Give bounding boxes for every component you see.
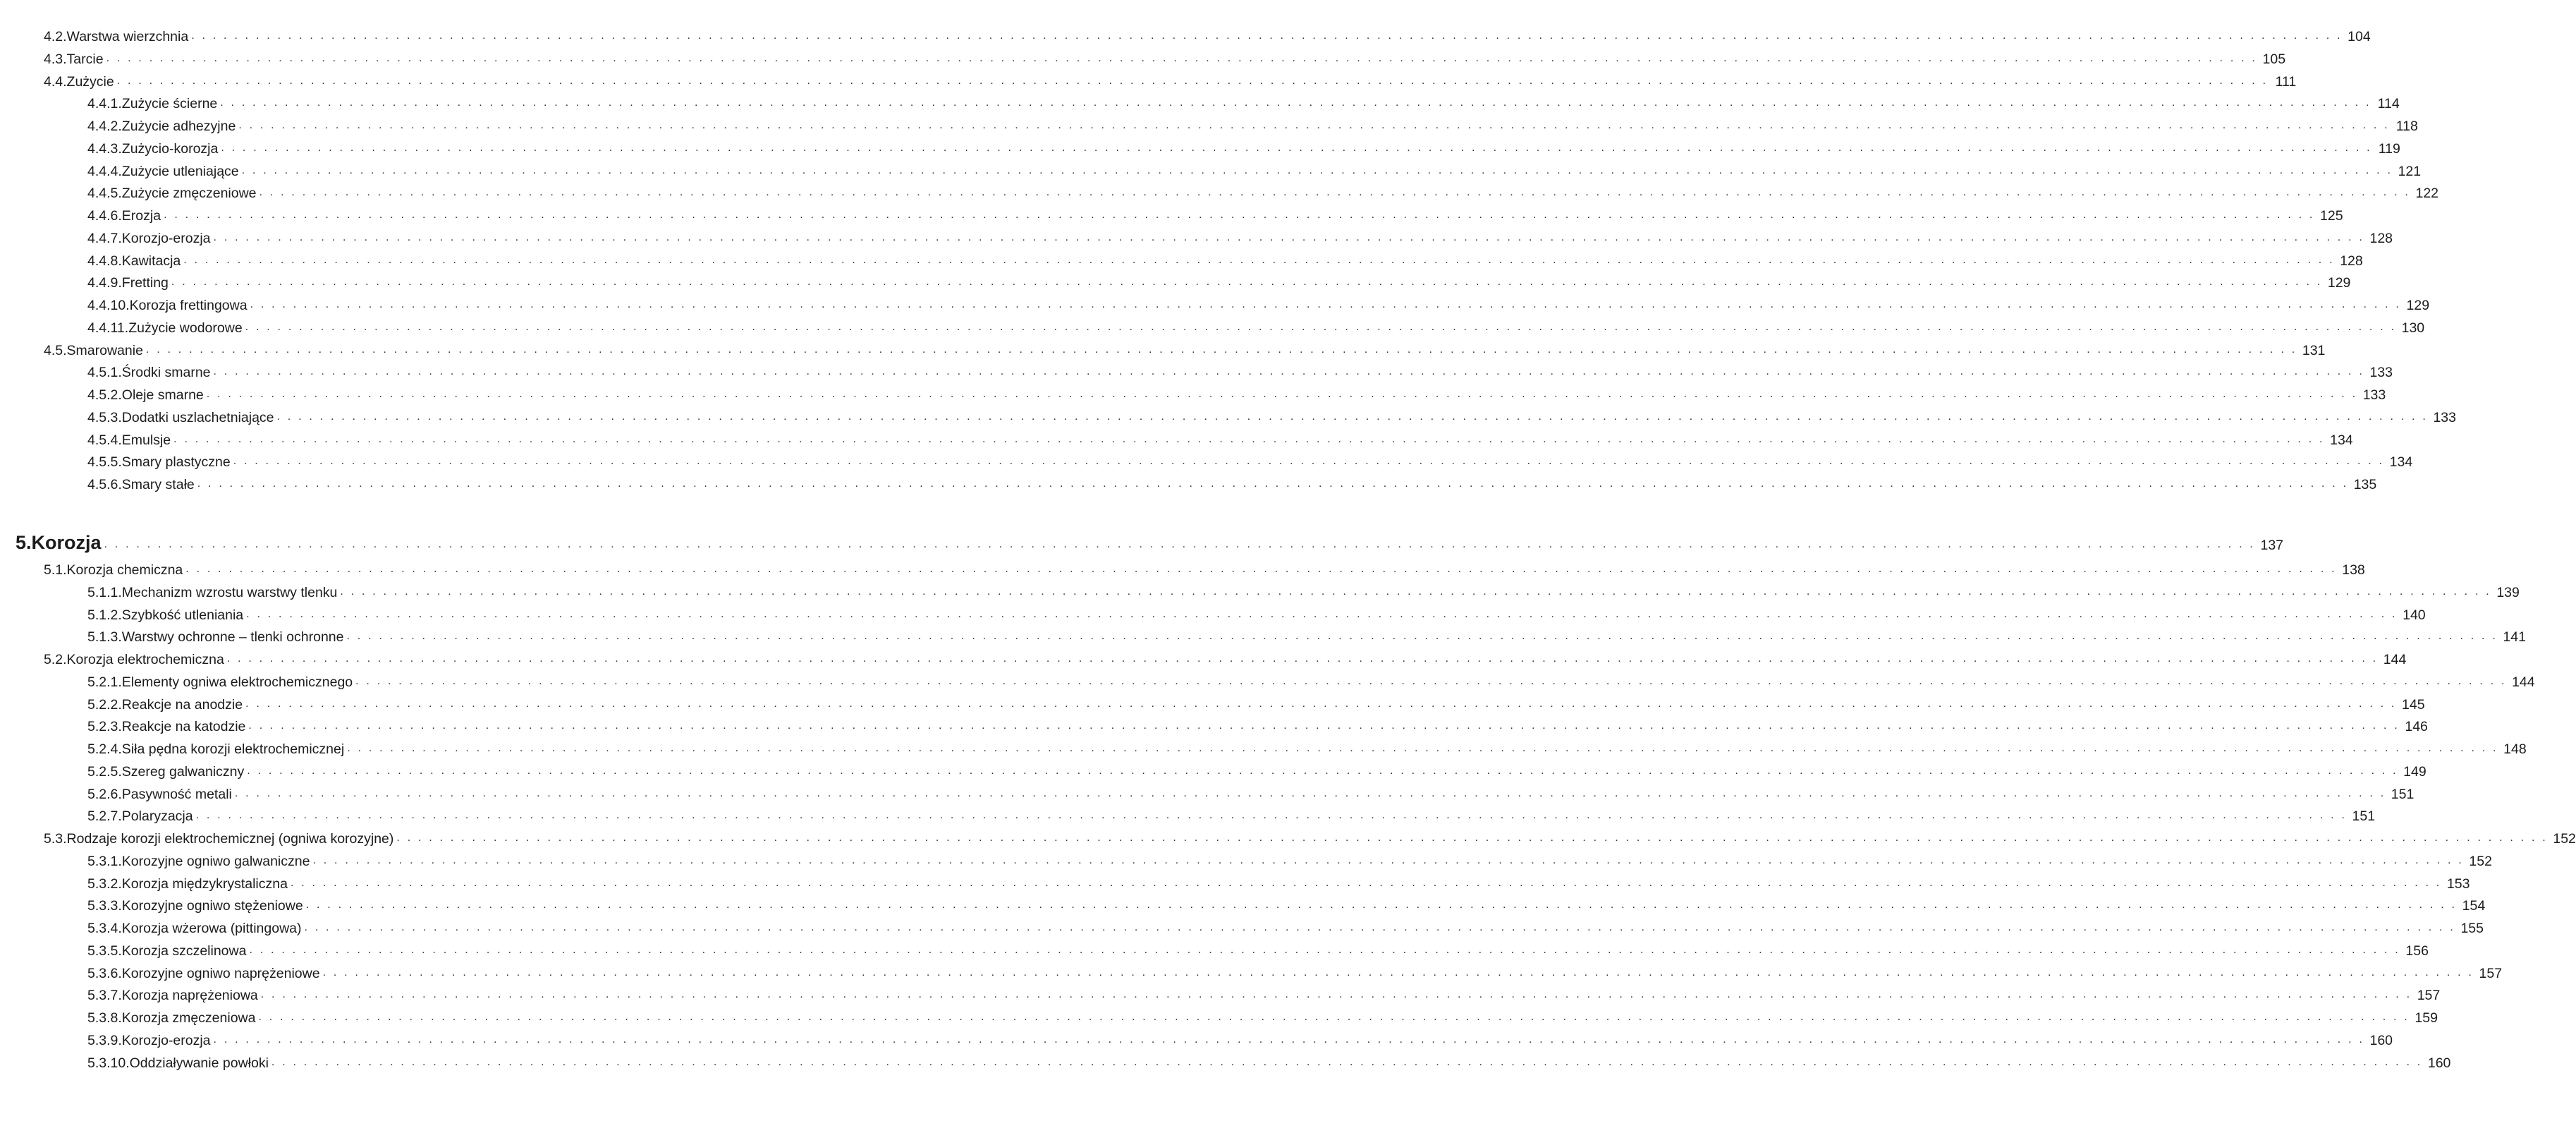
entry-number: 5.2.5. [87,763,122,780]
entry-number: 5.3.3. [87,898,122,914]
entry-page-number: 134 [2389,454,2413,471]
entry-number: 4.4.2. [87,119,122,134]
toc-subsection-entry[interactable] [87,181,2439,202]
entry-page-number: 146 [2405,719,2428,735]
toc-section-entry[interactable] [44,24,2371,45]
entry-title: Reakcje na anodzie [121,696,243,713]
entry-title: Zużycie ścierne [121,96,218,112]
toc-subsection-entry[interactable] [87,670,2535,691]
entry-title: Pasywność metali [121,786,232,802]
entry-number: 4.4.11. [87,320,129,336]
entry-title: Rodzaje korozji elektrochemicznej (ogniwa korozyjne) [66,831,394,847]
dot-leader: . . . . . . . . . . . . . . . . . . . . . . . . . . . . . . . . . . . . . . . . . . . . . . . . . . . . . . . . . . . . . . . . . . . . . . . . . . . . . . . . . . . . . . . . . . . . . . . . . . . . . . . . . . . . . . . . . . . . . . . . . . . . . . . . . . . . . . . . . . . . . . . . . . . . . . . . . . . . . . . . . . . . . . . . . . . . . . . . . . . . . . . . . . . . . . . . . . . . . . . . [197,478,2349,490]
toc-subsection-entry[interactable] [87,714,2428,735]
toc-subsection-entry[interactable] [87,91,2400,112]
entry-number: 5.3.8. [87,1010,122,1026]
entry-title: Zużycie adhezyjne [121,119,236,134]
entry-number: 5.3.9. [87,1032,122,1048]
dot-leader: . . . . . . . . . . . . . . . . . . . . . . . . . . . . . . . . . . . . . . . . . . . . . . . . . . . . . . . . . . . . . . . . . . . . . . . . . . . . . . . . . . . . . . . . . . . . . . . . . . . . . . . . . . . . . . . . . . . . . . . . . . . . . . . . . . . . . . . . . . . . . . . . . . . . . . . . . . . . . . . . . . . . . . . . . . . . . . . . . . . . . . . . . . . . . . . . . . . . . . . . [238,119,2390,131]
entry-page-number: 119 [2378,140,2400,157]
toc-subsection-entry[interactable] [87,938,2429,959]
entry-number: 4.4.7. [87,230,122,246]
entry-title: Zużycio-korozja [121,140,219,157]
toc-subsection-entry[interactable] [87,893,2486,914]
entry-page-number: 153 [2446,876,2470,892]
entry-page-number: 122 [2415,186,2439,202]
entry-number: 5.1.3. [87,629,122,646]
entry-number: 5.1.1. [87,584,122,600]
entry-title: Korozja szczelinowa [121,943,247,959]
dot-leader: . . . . . . . . . . . . . . . . . . . . . . . . . . . . . . . . . . . . . . . . . . . . . . . . . . . . . . . . . . . . . . . . . . . . . . . . . . . . . . . . . . . . . . . . . . . . . . . . . . . . . . . . . . . . . . . . . . . . . . . . . . . . . . . . . . . . . . . . . . . . . . . . . . . . . . . . . . . . . . . . . . . . . . . . . . . . . . . . . . . . . . . . . . . . . . . . . . . . . . . . [206,388,2358,400]
entry-number: 4.5.3. [87,409,122,425]
dot-leader: . . . . . . . . . . . . . . . . . . . . . . . . . . . . . . . . . . . . . . . . . . . . . . . . . . . . . . . . . . . . . . . . . . . . . . . . . . . . . . . . . . . . . . . . . . . . . . . . . . . . . . . . . . . . . . . . . . . . . . . . . . . . . . . . . . . . . . . . . . . . . . . . . . . . . . . . . . . . . . . . . . . . . . . . . . . . . . . . . . . . . . . . . . . . . . . . . . . . . . . . [213,231,2365,243]
toc-subsection-entry[interactable] [87,428,2353,449]
entry-title: Reakcje na katodzie [121,719,246,735]
entry-page-number: 152 [2469,853,2492,869]
entry-title: Szereg galwaniczny [121,763,245,780]
entry-page-number: 152 [2553,831,2576,847]
entry-number: 5.2.6. [87,786,122,802]
toc-subsection-entry[interactable] [87,382,2386,404]
entry-title: Warstwa wierzchnia [66,29,189,44]
entry-page-number: 160 [2369,1032,2393,1048]
entry-page-number: 133 [2433,409,2456,425]
entry-number: 5.3.2. [87,876,122,892]
entry-title: Kawitacja [121,253,181,269]
entry-page-number: 111 [2275,73,2297,90]
entry-number: 5.2.7. [87,808,122,825]
entry-page-number: 139 [2496,584,2520,600]
entry-number: 4.4.1. [87,96,122,112]
entry-page-number: 144 [2383,652,2407,667]
entry-page-number: 118 [2395,119,2418,134]
entry-page-number: 138 [2342,562,2365,578]
entry-page-number: 155 [2460,921,2484,936]
dot-leader: . . . . . . . . . . . . . . . . . . . . . . . . . . . . . . . . . . . . . . . . . . . . . . . . . . . . . . . . . . . . . . . . . . . . . . . . . . . . . . . . . . . . . . . . . . . . . . . . . . . . . . . . . . . . . . . . . . . . . . . . . . . . . . . . . . . . . . . . . . . . . . . . . . . . . . . . . . . . . . . . . . . . . . . . . . . . . . . . . . . . . . . . . . . . . . . . . . . . . . . . [213,1033,2365,1046]
dot-leader: . . . . . . . . . . . . . . . . . . . . . . . . . . . . . . . . . . . . . . . . . . . . . . . . . . . . . . . . . . . . . . . . . . . . . . . . . . . . . . . . . . . . . . . . . . . . . . . . . . . . . . . . . . . . . . . . . . . . . . . . . . . . . . . . . . . . . . . . . . . . . . . . . . . . . . . . . . . . . . . . . . . . . . . . . . . . . . . . . . . . . . . . . . . . . . . . . . . . . . . . [305,899,2458,911]
dot-leader: . . . . . . . . . . . . . . . . . . . . . . . . . . . . . . . . . . . . . . . . . . . . . . . . . . . . . . . . . . . . . . . . . . . . . . . . . . . . . . . . . . . . . . . . . . . . . . . . . . . . . . . . . . . . . . . . . . . . . . . . . . . . . . . . . . . . . . . . . . . . . . . . . . . . . . . . . . . . . . . . . . . . . . . . . . . . . . . . . . . . . . . . . . . . . . . . . . . . . . . . [347,742,2498,754]
entry-number: 5.2.4. [87,741,122,757]
entry-number: 5.3.4. [87,921,122,936]
toc-subsection-entry[interactable] [87,360,2393,381]
toc-section-entry[interactable] [44,69,2297,90]
entry-title: Zużycie utleniające [121,163,239,179]
entry-title: Korozja elektrochemiczna [66,652,224,667]
entry-title: Warstwy ochronne – tlenki ochronne [121,629,344,646]
dot-leader: . . . . . . . . . . . . . . . . . . . . . . . . . . . . . . . . . . . . . . . . . . . . . . . . . . . . . . . . . . . . . . . . . . . . . . . . . . . . . . . . . . . . . . . . . . . . . . . . . . . . . . . . . . . . . . . . . . . . . . . . . . . . . . . . . . . . . . . . . . . . . . . . . . . . . . . . . . . . . . . . . . . . . . . . . . . . . . . . . . . . . . . . . . . . . . . . . . . . . . . . [191,30,2343,42]
entry-page-number: 130 [2401,320,2425,336]
toc-section-entry[interactable] [44,47,2286,68]
entry-page-number: 128 [2340,253,2363,269]
entry-page-number: 151 [2352,808,2376,825]
entry-page-number: 105 [2262,51,2286,67]
entry-title: Smary stałe [121,477,195,492]
toc-subsection-entry[interactable] [87,624,2526,646]
dot-leader: . . . . . . . . . . . . . . . . . . . . . . . . . . . . . . . . . . . . . . . . . . . . . . . . . . . . . . . . . . . . . . . . . . . . . . . . . . . . . . . . . . . . . . . . . . . . . . . . . . . . . . . . . . . . . . . . . . . . . . . . . . . . . . . . . . . . . . . . . . . . . . . . . . . . . . . . . . . . . . . . . . . . . . . . . . . . . . . . . . . . . . . . . . . . . . . . . . . . . . . . [221,141,2372,154]
toc-subsection-entry[interactable] [87,270,2351,291]
toc-section-entry[interactable] [44,338,2326,359]
toc-section-entry[interactable] [44,557,2365,578]
toc-subsection-entry[interactable] [87,602,2426,624]
entry-page-number: 114 [2377,96,2400,112]
entry-number: 5.3.7. [87,988,122,1004]
toc-subsection-entry[interactable] [87,315,2425,337]
entry-title: Korozyjne ogniwo naprężeniowe [121,965,320,981]
entry-title: Smary plastyczne [121,454,231,471]
dot-leader: . . . . . . . . . . . . . . . . . . . . . . . . . . . . . . . . . . . . . . . . . . . . . . . . . . . . . . . . . . . . . . . . . . . . . . . . . . . . . . . . . . . . . . . . . . . . . . . . . . . . . . . . . . . . . . . . . . . . . . . . . . . . . . . . . . . . . . . . . . . . . . . . . . . . . . . . . . . . . . . . . . . . . . . . . . . . . . . . . . . . . . . . . . . . . . . . . . . . . . . . [233,455,2385,468]
toc-subsection-entry[interactable] [87,1005,2438,1026]
entry-number: 5.1. [44,562,67,578]
entry-title: Tarcie [66,51,104,67]
entry-number: 4.4. [44,73,67,90]
entry-number: 4.5.5. [87,454,122,471]
entry-page-number: 144 [2512,674,2535,690]
toc-subsection-entry[interactable] [87,692,2425,713]
dot-leader: . . . . . . . . . . . . . . . . . . . . . . . . . . . . . . . . . . . . . . . . . . . . . . . . . . . . . . . . . . . . . . . . . . . . . . . . . . . . . . . . . . . . . . . . . . . . . . . . . . . . . . . . . . . . . . . . . . . . . . . . . . . . . . . . . . . . . . . . . . . . . . . . . . . . . . . . . . . . . . . . . . . . . . . . . . . . . . . . . . . . . . . . . . . . . . . . . . . . . . . . [220,97,2371,109]
toc-chapter-entry[interactable] [16,526,2284,555]
entry-page-number: 128 [2369,230,2393,246]
toc-subsection-entry[interactable] [87,159,2422,180]
dot-leader: . . . . . . . . . . . . . . . . . . . . . . . . . . . . . . . . . . . . . . . . . . . . . . . . . . . . . . . . . . . . . . . . . . . . . . . . . . . . . . . . . . . . . . . . . . . . . . . . . . . . . . . . . . . . . . . . . . . . . . . . . . . . . . . . . . . . . . . . . . . . . . . . . . . . . . . . . . . . . . . . . . . . . . . . . . . . . . . . . . . . . . . . . . . . . . . . . . . . . . . . [104,538,2256,550]
entry-title: Polaryzacja [121,808,193,825]
entry-number: 5.3.5. [87,943,122,959]
entry-page-number: 141 [2503,629,2526,646]
toc-subsection-entry[interactable] [87,203,2343,224]
dot-leader: . . . . . . . . . . . . . . . . . . . . . . . . . . . . . . . . . . . . . . . . . . . . . . . . . . . . . . . . . . . . . . . . . . . . . . . . . . . . . . . . . . . . . . . . . . . . . . . . . . . . . . . . . . . . . . . . . . . . . . . . . . . . . . . . . . . . . . . . . . . . . . . . . . . . . . . . . . . . . . . . . . . . . . . . . . . . . . . . . . . . . . . . . . . . . . . . . . . . . . . . [250,298,2402,310]
entry-number: 4.5.2. [87,387,122,403]
entry-number: 5.2. [44,652,67,667]
entry-title: Elementy ogniwa elektrochemicznego [121,674,353,690]
toc-subsection-entry[interactable] [87,580,2520,601]
toc-subsection-entry[interactable] [87,1050,2451,1072]
entry-title: Korozjo-erozja [121,1032,211,1048]
dot-leader: . . . . . . . . . . . . . . . . . . . . . . . . . . . . . . . . . . . . . . . . . . . . . . . . . . . . . . . . . . . . . . . . . . . . . . . . . . . . . . . . . . . . . . . . . . . . . . . . . . . . . . . . . . . . . . . . . . . . . . . . . . . . . . . . . . . . . . . . . . . . . . . . . . . . . . . . . . . . . . . . . . . . . . . . . . . . . . . . . . . . . . . . . . . . . . . . . . . . . . . . [322,966,2474,979]
dot-leader: . . . . . . . . . . . . . . . . . . . . . . . . . . . . . . . . . . . . . . . . . . . . . . . . . . . . . . . . . . . . . . . . . . . . . . . . . . . . . . . . . . . . . . . . . . . . . . . . . . . . . . . . . . . . . . . . . . . . . . . . . . . . . . . . . . . . . . . . . . . . . . . . . . . . . . . . . . . . . . . . . . . . . . . . . . . . . . . . . . . . . . . . . . . . . . . . . . . . . . . . [183,253,2335,266]
entry-number: 4.5.1. [87,365,122,381]
entry-page-number: 125 [2320,208,2343,224]
entry-number: 4.3. [44,51,67,67]
entry-number: 4.4.10. [87,298,130,313]
entry-title: Zużycie wodorowe [128,320,243,336]
entry-title: Emulsje [121,432,171,448]
toc-subsection-entry[interactable] [87,1028,2393,1049]
dot-leader: . . . . . . . . . . . . . . . . . . . . . . . . . . . . . . . . . . . . . . . . . . . . . . . . . . . . . . . . . . . . . . . . . . . . . . . . . . . . . . . . . . . . . . . . . . . . . . . . . . . . . . . . . . . . . . . . . . . . . . . . . . . . . . . . . . . . . . . . . . . . . . . . . . . . . . . . . . . . . . . . . . . . . . . . . . . . . . . . . . . . . . . . . . . . . . . . . . . . . . . . [234,787,2386,799]
entry-page-number: 154 [2462,898,2486,914]
entry-number: 5.3.6. [87,965,122,981]
dot-leader: . . . . . . . . . . . . . . . . . . . . . . . . . . . . . . . . . . . . . . . . . . . . . . . . . . . . . . . . . . . . . . . . . . . . . . . . . . . . . . . . . . . . . . . . . . . . . . . . . . . . . . . . . . . . . . . . . . . . . . . . . . . . . . . . . . . . . . . . . . . . . . . . . . . . . . . . . . . . . . . . . . . . . . . . . . . . . . . . . . . . . . . . . . . . . . . . . . . . . . . . [259,186,2411,199]
entry-page-number: 129 [2406,298,2430,313]
toc-section-entry[interactable] [44,826,2576,847]
entry-number: 4.5.6. [87,477,122,492]
entry-number: 4.5.4. [87,432,122,448]
entry-number: 5. [16,532,32,553]
entry-title: Korozjo-erozja [121,230,211,246]
dot-leader: . . . . . . . . . . . . . . . . . . . . . . . . . . . . . . . . . . . . . . . . . . . . . . . . . . . . . . . . . . . . . . . . . . . . . . . . . . . . . . . . . . . . . . . . . . . . . . . . . . . . . . . . . . . . . . . . . . . . . . . . . . . . . . . . . . . . . . . . . . . . . . . . . . . . . . . . . . . . . . . . . . . . . . . . . . . . . . . . . . . . . . . . . . . . . . . . . . . . . . . . [145,343,2297,356]
entry-page-number: 157 [2417,988,2441,1004]
toc-subsection-entry[interactable] [87,226,2393,247]
entry-title: Mechanizm wzrostu warstwy tlenku [121,584,338,600]
dot-leader: . . . . . . . . . . . . . . . . . . . . . . . . . . . . . . . . . . . . . . . . . . . . . . . . . . . . . . . . . . . . . . . . . . . . . . . . . . . . . . . . . . . . . . . . . . . . . . . . . . . . . . . . . . . . . . . . . . . . . . . . . . . . . . . . . . . . . . . . . . . . . . . . . . . . . . . . . . . . . . . . . . . . . . . . . . . . . . . . . . . . . . . . . . . . . . . . . . . . . . . . [245,320,2397,333]
entry-page-number: 156 [2405,943,2429,959]
toc-subsection-entry[interactable] [87,405,2456,426]
dot-leader: . . . . . . . . . . . . . . . . . . . . . . . . . . . . . . . . . . . . . . . . . . . . . . . . . . . . . . . . . . . . . . . . . . . . . . . . . . . . . . . . . . . . . . . . . . . . . . . . . . . . . . . . . . . . . . . . . . . . . . . . . . . . . . . . . . . . . . . . . . . . . . . . . . . . . . . . . . . . . . . . . . . . . . . . . . . . . . . . . . . . . . . . . . . . . . . . . . . . . . . . [241,164,2393,176]
dot-leader: . . . . . . . . . . . . . . . . . . . . . . . . . . . . . . . . . . . . . . . . . . . . . . . . . . . . . . . . . . . . . . . . . . . . . . . . . . . . . . . . . . . . . . . . . . . . . . . . . . . . . . . . . . . . . . . . . . . . . . . . . . . . . . . . . . . . . . . . . . . . . . . . . . . . . . . . . . . . . . . . . . . . . . . . . . . . . . . . . . . . . . . . . . . . . . . . . . . . . . . . [312,854,2464,866]
toc-subsection-entry[interactable] [87,472,2377,493]
dot-leader: . . . . . . . . . . . . . . . . . . . . . . . . . . . . . . . . . . . . . . . . . . . . . . . . . . . . . . . . . . . . . . . . . . . . . . . . . . . . . . . . . . . . . . . . . . . . . . . . . . . . . . . . . . . . . . . . . . . . . . . . . . . . . . . . . . . . . . . . . . . . . . . . . . . . . . . . . . . . . . . . . . . . . . . . . . . . . . . . . . . . . . . . . . . . . . . . . . . . . . . . [290,876,2442,889]
entry-page-number: 137 [2260,538,2284,553]
entry-page-number: 121 [2398,163,2422,179]
toc-section-entry[interactable] [44,647,2407,668]
entry-page-number: 134 [2330,432,2353,448]
dot-leader: . . . . . . . . . . . . . . . . . . . . . . . . . . . . . . . . . . . . . . . . . . . . . . . . . . . . . . . . . . . . . . . . . . . . . . . . . . . . . . . . . . . . . . . . . . . . . . . . . . . . . . . . . . . . . . . . . . . . . . . . . . . . . . . . . . . . . . . . . . . . . . . . . . . . . . . . . . . . . . . . . . . . . . . . . . . . . . . . . . . . . . . . . . . . . . . . . . . . . . . . [276,410,2428,423]
entry-number: 4.2. [44,29,67,44]
entry-page-number: 133 [2362,387,2386,403]
entry-number: 5.2.3. [87,719,122,735]
toc-subsection-entry[interactable] [87,759,2427,780]
entry-number: 5.2.2. [87,696,122,713]
dot-leader: . . . . . . . . . . . . . . . . . . . . . . . . . . . . . . . . . . . . . . . . . . . . . . . . . . . . . . . . . . . . . . . . . . . . . . . . . . . . . . . . . . . . . . . . . . . . . . . . . . . . . . . . . . . . . . . . . . . . . . . . . . . . . . . . . . . . . . . . . . . . . . . . . . . . . . . . . . . . . . . . . . . . . . . . . . . . . . . . . . . . . . . . . . . . . . . . . . . . . . . . [116,74,2269,87]
entry-title: Środki smarne [121,365,211,381]
entry-number: 5.3.10. [87,1055,130,1071]
dot-leader: . . . . . . . . . . . . . . . . . . . . . . . . . . . . . . . . . . . . . . . . . . . . . . . . . . . . . . . . . . . . . . . . . . . . . . . . . . . . . . . . . . . . . . . . . . . . . . . . . . . . . . . . . . . . . . . . . . . . . . . . . . . . . . . . . . . . . . . . . . . . . . . . . . . . . . . . . . . . . . . . . . . . . . . . . . . . . . . . . . . . . . . . . . . . . . . . . . . . . . . . [171,276,2323,289]
dot-leader: . . . . . . . . . . . . . . . . . . . . . . . . . . . . . . . . . . . . . . . . . . . . . . . . . . . . . . . . . . . . . . . . . . . . . . . . . . . . . . . . . . . . . . . . . . . . . . . . . . . . . . . . . . . . . . . . . . . . . . . . . . . . . . . . . . . . . . . . . . . . . . . . . . . . . . . . . . . . . . . . . . . . . . . . . . . . . . . . . . . . . . . . . . . . . . . . . . . . . . . . [247,764,2398,777]
entry-title: Korozyjne ogniwo galwaniczne [121,853,310,869]
entry-title: Korozja wżerowa (pittingowa) [121,921,302,936]
toc-subsection-entry[interactable] [87,983,2441,1004]
dot-leader: . . . . . . . . . . . . . . . . . . . . . . . . . . . . . . . . . . . . . . . . . . . . . . . . . . . . . . . . . . . . . . . . . . . . . . . . . . . . . . . . . . . . . . . . . . . . . . . . . . . . . . . . . . . . . . . . . . . . . . . . . . . . . . . . . . . . . . . . . . . . . . . . . . . . . . . . . . . . . . . . . . . . . . . . . . . . . . . . . . . . . . . . . . . . . . . . . . . . . . . . [340,585,2491,598]
entry-title: Korozja międzykrystaliczna [121,876,288,892]
entry-page-number: 148 [2503,741,2527,757]
dot-leader: . . . . . . . . . . . . . . . . . . . . . . . . . . . . . . . . . . . . . . . . . . . . . . . . . . . . . . . . . . . . . . . . . . . . . . . . . . . . . . . . . . . . . . . . . . . . . . . . . . . . . . . . . . . . . . . . . . . . . . . . . . . . . . . . . . . . . . . . . . . . . . . . . . . . . . . . . . . . . . . . . . . . . . . . . . . . . . . . . . . . . . . . . . . . . . . . . . . . . . . . [195,809,2348,822]
entry-page-number: 159 [2415,1010,2438,1026]
toc-subsection-entry[interactable] [87,804,2376,825]
entry-title: Korozja chemiczna [66,562,183,578]
entry-title: Korozja zmęczeniowa [121,1010,256,1026]
entry-title: Korozja [31,532,102,553]
dot-leader: . . . . . . . . . . . . . . . . . . . . . . . . . . . . . . . . . . . . . . . . . . . . . . . . . . . . . . . . . . . . . . . . . . . . . . . . . . . . . . . . . . . . . . . . . . . . . . . . . . . . . . . . . . . . . . . . . . . . . . . . . . . . . . . . . . . . . . . . . . . . . . . . . . . . . . . . . . . . . . . . . . . . . . . . . . . . . . . . . . . . . . . . . . . . . . . . . . . . . . . . [213,365,2364,378]
entry-page-number: 149 [2403,763,2427,780]
entry-number: 4.4.3. [87,140,122,157]
entry-number: 4.4.6. [87,208,122,224]
entry-title: Oleje smarne [121,387,204,403]
dot-leader: . . . . . . . . . . . . . . . . . . . . . . . . . . . . . . . . . . . . . . . . . . . . . . . . . . . . . . . . . . . . . . . . . . . . . . . . . . . . . . . . . . . . . . . . . . . . . . . . . . . . . . . . . . . . . . . . . . . . . . . . . . . . . . . . . . . . . . . . . . . . . . . . . . . . . . . . . . . . . . . . . . . . . . . . . . . . . . . . . . . . . . . . . . . . . . . . . . . . . . . . [271,1055,2423,1068]
entry-number: 5.3. [44,831,67,847]
entry-number: 5.2.1. [87,674,122,690]
dot-leader: . . . . . . . . . . . . . . . . . . . . . . . . . . . . . . . . . . . . . . . . . . . . . . . . . . . . . . . . . . . . . . . . . . . . . . . . . . . . . . . . . . . . . . . . . . . . . . . . . . . . . . . . . . . . . . . . . . . . . . . . . . . . . . . . . . . . . . . . . . . . . . . . . . . . . . . . . . . . . . . . . . . . . . . . . . . . . . . . . . . . . . . . . . . . . . . . . . . . . . . . [260,988,2412,1001]
toc-subsection-entry[interactable] [87,961,2503,982]
entry-title: Oddziaływanie powłoki [129,1055,269,1071]
toc-subsection-entry[interactable] [87,114,2418,135]
entry-number: 4.4.8. [87,253,122,269]
entry-page-number: 131 [2302,342,2326,358]
dot-leader: . . . . . . . . . . . . . . . . . . . . . . . . . . . . . . . . . . . . . . . . . . . . . . . . . . . . . . . . . . . . . . . . . . . . . . . . . . . . . . . . . . . . . . . . . . . . . . . . . . . . . . . . . . . . . . . . . . . . . . . . . . . . . . . . . . . . . . . . . . . . . . . . . . . . . . . . . . . . . . . . . . . . . . . . . . . . . . . . . . . . . . . . . . . . . . . . . . . . . . . . [173,432,2325,445]
toc-subsection-entry[interactable] [87,916,2484,937]
toc-subsection-entry[interactable] [87,871,2470,892]
entry-number: 5.1.2. [87,607,122,623]
dot-leader: . . . . . . . . . . . . . . . . . . . . . . . . . . . . . . . . . . . . . . . . . . . . . . . . . . . . . . . . . . . . . . . . . . . . . . . . . . . . . . . . . . . . . . . . . . . . . . . . . . . . . . . . . . . . . . . . . . . . . . . . . . . . . . . . . . . . . . . . . . . . . . . . . . . . . . . . . . . . . . . . . . . . . . . . . . . . . . . . . . . . . . . . . . . . . . . . . . . . . . . . [248,720,2400,732]
entry-number: 4.4.4. [87,163,122,179]
entry-page-number: 145 [2402,696,2425,713]
entry-page-number: 104 [2348,29,2371,44]
dot-leader: . . . . . . . . . . . . . . . . . . . . . . . . . . . . . . . . . . . . . . . . . . . . . . . . . . . . . . . . . . . . . . . . . . . . . . . . . . . . . . . . . . . . . . . . . . . . . . . . . . . . . . . . . . . . . . . . . . . . . . . . . . . . . . . . . . . . . . . . . . . . . . . . . . . . . . . . . . . . . . . . . . . . . . . . . . . . . . . . . . . . . . . . . . . . . . . . . . . . . . . . [245,697,2397,710]
dot-leader: . . . . . . . . . . . . . . . . . . . . . . . . . . . . . . . . . . . . . . . . . . . . . . . . . . . . . . . . . . . . . . . . . . . . . . . . . . . . . . . . . . . . . . . . . . . . . . . . . . . . . . . . . . . . . . . . . . . . . . . . . . . . . . . . . . . . . . . . . . . . . . . . . . . . . . . . . . . . . . . . . . . . . . . . . . . . . . . . . . . . . . . . . . . . . . . . . . . . . . . . [246,607,2398,620]
entry-title: Erozja [121,208,161,224]
entry-number: 4.4.5. [87,186,122,202]
entry-number: 4.4.9. [87,275,122,291]
entry-title: Dodatki uszlachetniające [121,409,274,425]
entry-page-number: 140 [2403,607,2426,623]
entry-page-number: 151 [2391,786,2415,802]
entry-page-number: 133 [2369,365,2393,381]
dot-leader: . . . . . . . . . . . . . . . . . . . . . . . . . . . . . . . . . . . . . . . . . . . . . . . . . . . . . . . . . . . . . . . . . . . . . . . . . . . . . . . . . . . . . . . . . . . . . . . . . . . . . . . . . . . . . . . . . . . . . . . . . . . . . . . . . . . . . . . . . . . . . . . . . . . . . . . . . . . . . . . . . . . . . . . . . . . . . . . . . . . . . . . . . . . . . . . . . . . . . . . . [164,209,2315,221]
toc-subsection-entry[interactable] [87,782,2415,803]
entry-title: Zużycie [66,73,114,90]
toc-subsection-entry[interactable] [87,449,2413,471]
toc-subsection-entry[interactable] [87,849,2492,870]
dot-leader: . . . . . . . . . . . . . . . . . . . . . . . . . . . . . . . . . . . . . . . . . . . . . . . . . . . . . . . . . . . . . . . . . . . . . . . . . . . . . . . . . . . . . . . . . . . . . . . . . . . . . . . . . . . . . . . . . . . . . . . . . . . . . . . . . . . . . . . . . . . . . . . . . . . . . . . . . . . . . . . . . . . . . . . . . . . . . . . . . . . . . . . . . . . . . . . . . . . . . . . . [304,921,2455,933]
entry-page-number: 135 [2353,477,2377,492]
dot-leader: . . . . . . . . . . . . . . . . . . . . . . . . . . . . . . . . . . . . . . . . . . . . . . . . . . . . . . . . . . . . . . . . . . . . . . . . . . . . . . . . . . . . . . . . . . . . . . . . . . . . . . . . . . . . . . . . . . . . . . . . . . . . . . . . . . . . . . . . . . . . . . . . . . . . . . . . . . . . . . . . . . . . . . . . . . . . . . . . . . . . . . . . . . . . . . . . . . . . . . . . [355,674,2507,687]
dot-leader: . . . . . . . . . . . . . . . . . . . . . . . . . . . . . . . . . . . . . . . . . . . . . . . . . . . . . . . . . . . . . . . . . . . . . . . . . . . . . . . . . . . . . . . . . . . . . . . . . . . . . . . . . . . . . . . . . . . . . . . . . . . . . . . . . . . . . . . . . . . . . . . . . . . . . . . . . . . . . . . . . . . . . . . . . . . . . . . . . . . . . . . . . . . . . . . . . . . . . . . . [396,832,2548,844]
dot-leader: . . . . . . . . . . . . . . . . . . . . . . . . . . . . . . . . . . . . . . . . . . . . . . . . . . . . . . . . . . . . . . . . . . . . . . . . . . . . . . . . . . . . . . . . . . . . . . . . . . . . . . . . . . . . . . . . . . . . . . . . . . . . . . . . . . . . . . . . . . . . . . . . . . . . . . . . . . . . . . . . . . . . . . . . . . . . . . . . . . . . . . . . . . . . . . . . . . . . . . . . [258,1011,2410,1023]
toc-subsection-entry[interactable] [87,136,2400,157]
dot-leader: . . . . . . . . . . . . . . . . . . . . . . . . . . . . . . . . . . . . . . . . . . . . . . . . . . . . . . . . . . . . . . . . . . . . . . . . . . . . . . . . . . . . . . . . . . . . . . . . . . . . . . . . . . . . . . . . . . . . . . . . . . . . . . . . . . . . . . . . . . . . . . . . . . . . . . . . . . . . . . . . . . . . . . . . . . . . . . . . . . . . . . . . . . . . . . . . . . . . . . . . [185,563,2337,575]
dot-leader: . . . . . . . . . . . . . . . . . . . . . . . . . . . . . . . . . . . . . . . . . . . . . . . . . . . . . . . . . . . . . . . . . . . . . . . . . . . . . . . . . . . . . . . . . . . . . . . . . . . . . . . . . . . . . . . . . . . . . . . . . . . . . . . . . . . . . . . . . . . . . . . . . . . . . . . . . . . . . . . . . . . . . . . . . . . . . . . . . . . . . . . . . . . . . . . . . . . . . . . . [249,943,2400,956]
toc-subsection-entry[interactable] [87,293,2430,314]
toc-subsection-entry[interactable] [87,248,2363,269]
entry-page-number: 160 [2427,1055,2451,1071]
entry-page-number: 129 [2327,275,2351,291]
entry-page-number: 157 [2479,965,2503,981]
dot-leader: . . . . . . . . . . . . . . . . . . . . . . . . . . . . . . . . . . . . . . . . . . . . . . . . . . . . . . . . . . . . . . . . . . . . . . . . . . . . . . . . . . . . . . . . . . . . . . . . . . . . . . . . . . . . . . . . . . . . . . . . . . . . . . . . . . . . . . . . . . . . . . . . . . . . . . . . . . . . . . . . . . . . . . . . . . . . . . . . . . . . . . . . . . . . . . . . . . . . . . . . [346,630,2498,643]
entry-title: Zużycie zmęczeniowe [121,186,257,202]
entry-title: Smarowanie [66,342,143,358]
entry-number: 4.5. [44,342,67,358]
entry-title: Korozja frettingowa [129,298,248,313]
entry-title: Siła pędna korozji elektrochemicznej [121,741,345,757]
entry-title: Korozja naprężeniowa [121,988,258,1004]
dot-leader: . . . . . . . . . . . . . . . . . . . . . . . . . . . . . . . . . . . . . . . . . . . . . . . . . . . . . . . . . . . . . . . . . . . . . . . . . . . . . . . . . . . . . . . . . . . . . . . . . . . . . . . . . . . . . . . . . . . . . . . . . . . . . . . . . . . . . . . . . . . . . . . . . . . . . . . . . . . . . . . . . . . . . . . . . . . . . . . . . . . . . . . . . . . . . . . . . . . . . . . . [226,653,2379,665]
entry-title: Fretting [121,275,169,291]
entry-title: Szybkość utleniania [121,607,244,623]
toc-subsection-entry[interactable] [87,737,2527,758]
entry-number: 5.3.1. [87,853,122,869]
entry-title: Korozyjne ogniwo stężeniowe [121,898,303,914]
dot-leader: . . . . . . . . . . . . . . . . . . . . . . . . . . . . . . . . . . . . . . . . . . . . . . . . . . . . . . . . . . . . . . . . . . . . . . . . . . . . . . . . . . . . . . . . . . . . . . . . . . . . . . . . . . . . . . . . . . . . . . . . . . . . . . . . . . . . . . . . . . . . . . . . . . . . . . . . . . . . . . . . . . . . . . . . . . . . . . . . . . . . . . . . . . . . . . . . . . . . . . . . [106,52,2258,64]
